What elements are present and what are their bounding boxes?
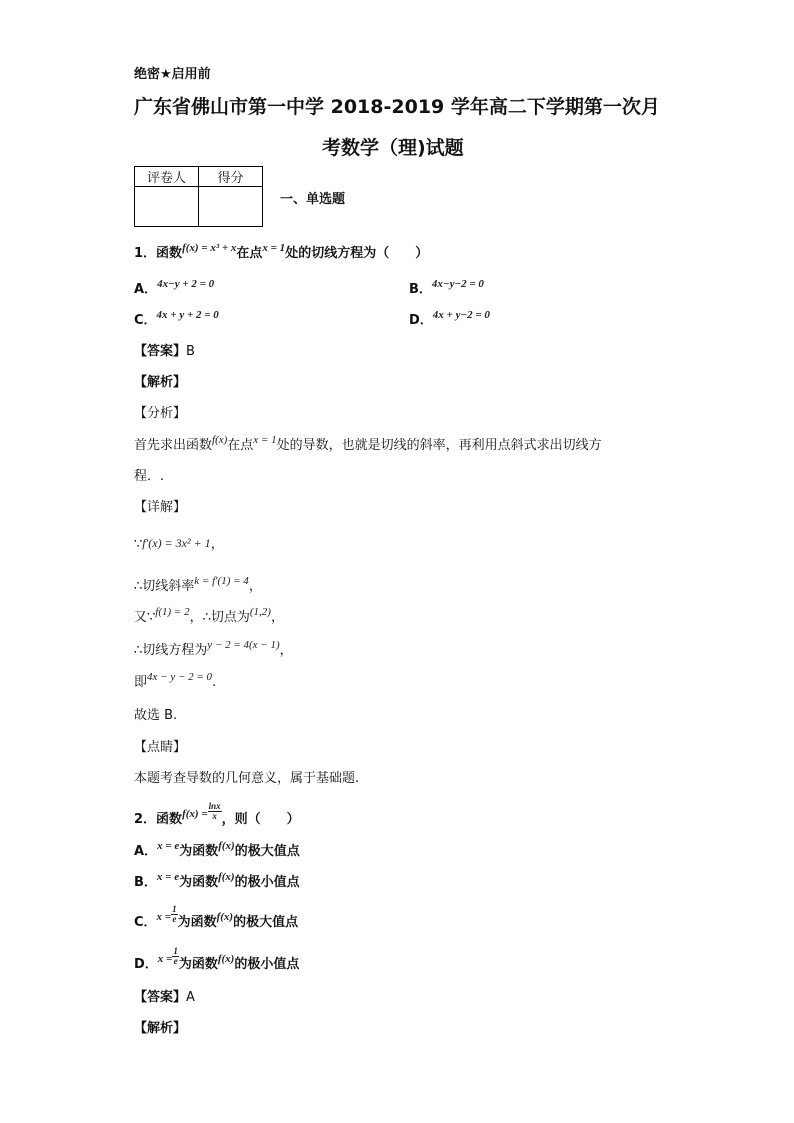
score-table-cell-score [199, 187, 263, 227]
q1-option-c [134, 309, 219, 328]
q2-option-d [134, 946, 300, 974]
q1-note-text: 本题考查导数的几何意义，属于基础题. [134, 771, 360, 786]
title-line-1: 广东省佛山市第一中学 2018-2019 学年高二下学期第一次月 [134, 96, 660, 118]
score-table-cell-grader [135, 187, 199, 227]
q1-option-a [134, 278, 214, 297]
q2-option-d-letter: D． [134, 957, 158, 972]
q1-answer [134, 340, 195, 359]
q2-option-d-numerator: 1 [173, 946, 178, 956]
q1-detail-line-4 [134, 639, 293, 658]
q1-detail-5-text: 即 [134, 675, 148, 690]
q2-option-c [134, 904, 299, 932]
q2-option-b [134, 871, 300, 890]
q1-tangent-point-math: (1,2) [249, 606, 271, 618]
q2-option-c-end: 的极大值点 [233, 915, 299, 930]
q2-answer-label: 【答案】 [134, 990, 187, 1005]
q2-option-d-fmath: f(x) [217, 953, 235, 965]
q1-f1-math: f(1) = 2 [155, 606, 190, 618]
q2-option-c-text: 为函数 [177, 915, 217, 930]
q1-lead: 函数 [156, 246, 183, 261]
q1-stem [134, 242, 428, 261]
q1-slope-math: k = f′(1) = 4 [194, 575, 249, 587]
q2-option-b-end: 的极小值点 [234, 875, 300, 890]
q2-option-d-text: 为函数 [178, 957, 218, 972]
q1-detail-line-2 [134, 575, 262, 594]
q1-option-c-math: 4x + y + 2 = 0 [156, 309, 219, 321]
score-table [134, 166, 263, 227]
q1-tail: 处的切线方程为（ ） [285, 246, 429, 261]
q1-detail-4-text: ∴切线方程为 [134, 643, 208, 658]
q1-final-eq-math: 4x − y − 2 = 0 [147, 671, 213, 683]
q2-option-c-numerator: 1 [172, 904, 177, 914]
q1-detail-1-end: ， [210, 537, 224, 552]
q2-option-c-fraction [171, 905, 178, 924]
q2-option-a-math: x = e [157, 840, 180, 852]
score-table-header-score: 得分 [199, 167, 263, 187]
q2-func-numerator: lnx [208, 801, 221, 811]
q2-lead: 函数 [156, 812, 183, 827]
q1-tangent-eq-math: y − 2 = 4(x − 1) [207, 639, 280, 651]
q2-stem [134, 801, 300, 829]
q1-fenxi-line-1 [134, 434, 602, 453]
q2-option-b-fmath: f(x) [218, 871, 235, 883]
q1-fenxi-math-1: f(x) [212, 434, 228, 446]
section-label: 一、单选题 [280, 192, 346, 207]
q2-option-c-letter: C． [134, 915, 157, 930]
q1-detail-2-end: ， [248, 579, 262, 594]
q1-option-d-letter: D． [409, 313, 433, 328]
q1-fenxi-text-c: 处的导数，也就是切线的斜率，再利用点斜式求出切线方 [276, 438, 602, 453]
q1-option-a-letter: A． [134, 282, 158, 297]
q1-detail-3-mid: ，∴切点为 [189, 610, 250, 625]
q1-number: 1． [134, 246, 157, 261]
q1-answer-value: B [186, 344, 195, 359]
q1-detail-line-1 [134, 533, 224, 552]
title-line-2: 考数学（理)试题 [322, 137, 464, 159]
q2-option-b-math: x = e [156, 871, 180, 883]
q2-option-d-math: x = [157, 953, 173, 965]
q1-detail-label: 【详解】 [134, 500, 187, 515]
q2-option-b-letter: B． [134, 875, 157, 890]
secret-label: 绝密★启用前 [134, 67, 211, 82]
q1-func-math: f(x) = x³ + x [182, 242, 237, 254]
q1-derivative-math: f′(x) = 3x² + 1 [142, 536, 211, 550]
score-table-header-grader: 评卷人 [135, 167, 199, 187]
q2-tail: ，则（ ） [221, 812, 300, 827]
q1-fenxi-math-2: x = 1 [253, 434, 277, 446]
q1-detail-line-6: 故选 B. [134, 708, 178, 723]
q1-option-d [409, 309, 490, 328]
q1-option-b-letter: B． [409, 282, 432, 297]
q1-option-c-letter: C． [134, 313, 157, 328]
q2-func-denominator: x [212, 811, 217, 821]
q1-note-label: 【点睛】 [134, 740, 187, 755]
q1-option-a-math: 4x−y + 2 = 0 [157, 278, 215, 290]
q2-answer-value: A [186, 990, 195, 1005]
q2-option-c-fmath: f(x) [216, 911, 234, 923]
q1-detail-3-text: 又∵ [134, 610, 156, 625]
q2-option-c-math: x = [156, 911, 172, 923]
q2-option-d-denominator: e [173, 956, 178, 966]
q1-detail-2-text: ∴切线斜率 [134, 579, 195, 594]
q1-answer-label: 【答案】 [134, 344, 187, 359]
q2-answer [134, 986, 195, 1005]
q2-option-a-end: 的极大值点 [234, 844, 300, 859]
q2-func-math: f(x) = [182, 808, 208, 820]
q2-option-a [134, 840, 300, 859]
q1-detail-line-3 [134, 606, 284, 625]
q1-option-b-math: 4x−y−2 = 0 [431, 278, 484, 290]
q2-option-a-text: 为函数 [179, 844, 219, 859]
q2-analysis-label: 【解析】 [134, 1021, 187, 1036]
q1-fenxi-line-2: 程．. [134, 469, 165, 484]
q1-analysis-label: 【解析】 [134, 375, 187, 390]
q2-number: 2． [134, 812, 157, 827]
q1-detail-line-5 [134, 671, 216, 690]
q1-detail-5-end: . [212, 675, 217, 690]
q2-option-b-text: 为函数 [179, 875, 219, 890]
q1-fenxi-text-b: 在点 [227, 438, 254, 453]
q1-fenxi-text-a: 首先求出函数 [134, 438, 213, 453]
q2-func-fraction [208, 802, 222, 821]
q2-option-d-end: 的极小值点 [234, 957, 300, 972]
q1-option-d-math: 4x + y−2 = 0 [432, 309, 490, 321]
q2-option-a-fmath: f(x) [218, 840, 235, 852]
q1-mid: 在点 [236, 246, 263, 261]
q1-detail-3-end: ， [270, 610, 284, 625]
because-symbol: ∵ [134, 537, 143, 552]
q2-option-a-letter: A． [134, 844, 158, 859]
q2-option-d-fraction [172, 947, 179, 966]
q2-option-c-denominator: e [172, 914, 177, 924]
q1-option-b [409, 278, 484, 297]
q1-detail-4-end: ， [279, 643, 293, 658]
q1-point-math: x = 1 [262, 242, 286, 254]
q1-fenxi-label: 【分析】 [134, 406, 187, 421]
